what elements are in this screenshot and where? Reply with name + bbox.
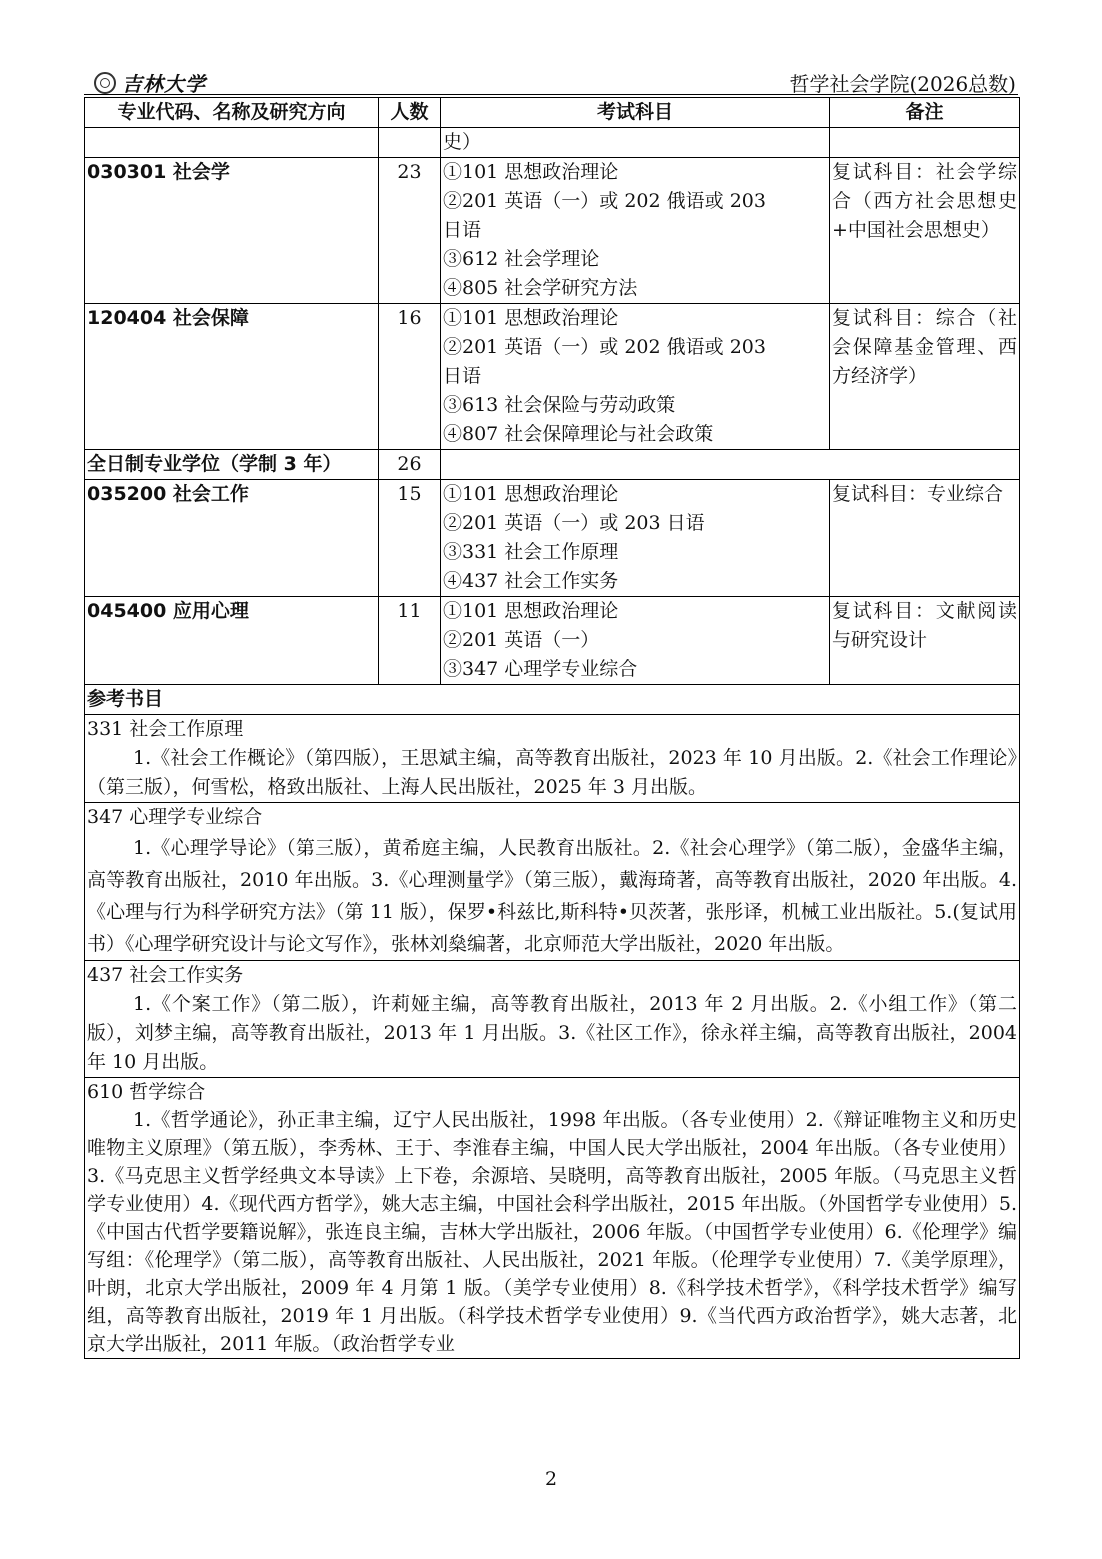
subject-item: ②201 英语（一） — [443, 629, 600, 651]
exam-subjects — [441, 304, 830, 450]
section-count: 26 — [379, 450, 441, 480]
reference-title: 437 社会工作实务 — [87, 964, 244, 986]
subject-item: ③612 社会学理论 — [443, 248, 600, 270]
university-seal-icon — [94, 72, 116, 94]
subject-item: ④437 社会工作实务 — [443, 570, 619, 592]
subject-item: ③331 社会工作原理 — [443, 541, 619, 563]
references-header-row — [85, 685, 1020, 715]
continuation-text: 史） — [441, 128, 830, 158]
note: 复试科目：综合（社会保障基金管理、西方经济学） — [830, 304, 1020, 450]
major-name: 030301 社会学 — [85, 158, 379, 304]
table-row — [85, 158, 1020, 304]
university-logo — [94, 68, 206, 97]
subject-item: ②201 英语（一）或 202 俄语或 203 — [443, 336, 766, 358]
subject-item: ④805 社会学研究方法 — [443, 277, 638, 299]
section-row — [85, 450, 1020, 480]
table-header-row — [85, 98, 1020, 128]
admissions-table — [84, 97, 1020, 1359]
reference-body: 1.《社会工作概论》（第四版），王思斌主编，高等教育出版社，2023 年 10 月出版。2.《社会工作理论》（第三版），何雪松，格致出版社、上海人民出版社，2025 年 3 月出版。 — [87, 747, 1017, 798]
table-row — [85, 480, 1020, 597]
subject-item: ①101 思想政治理论 — [443, 307, 619, 329]
header-rule — [84, 94, 1018, 95]
header-count: 人数 — [379, 98, 441, 128]
major-name: 120404 社会保障 — [85, 304, 379, 450]
header-notes: 备注 — [830, 98, 1020, 128]
header-subjects: 考试科目 — [441, 98, 830, 128]
exam-subjects — [441, 597, 830, 685]
reference-body: 1.《心理学导论》（第三版），黄希庭主编，人民教育出版社。2.《社会心理学》（第二版），金盛华主编，高等教育出版社，2010 年出版。3.《心理测量学》（第三版），戴海琦著，高等教育出版社，2020 年出版。4.《心理与行为科学研究方法》（第 11 版），保罗•科兹比,斯科特•贝茨著，张彤译，机械工业出版社。5.(复试用书）《心理学研究设计与论文写作》，张林刘燊编著，北京师范大学出版社，2020 年出版。 — [87, 837, 1017, 955]
page-header — [84, 66, 1018, 96]
subject-item: ②201 英语（一）或 203 日语 — [443, 512, 705, 534]
reference-row — [85, 715, 1020, 803]
references-title: 参考书目 — [85, 685, 1020, 715]
major-name: 035200 社会工作 — [85, 480, 379, 597]
subject-item: ①101 思想政治理论 — [443, 161, 619, 183]
reference-body: 1.《哲学通论》，孙正聿主编，辽宁人民出版社，1998 年出版。（各专业使用）2.《辩证唯物主义和历史唯物主义原理》（第五版），李秀林、王于、李淮春主编，中国人民大学出版社，2004 年出版。（各专业使用）3.《马克思主义哲学经典文本导读》上下卷，余源培、吴晓明，高等教育出版社，2005 年版。（马克思主义哲学专业使用）4.《现代西方哲学》，姚大志主编，中国社会科学出版社，2015 年出版。（外国哲学专业使用）5.《中国古代哲学要籍说解》，张连良主编，吉林大学出版社，2006 年版。（中国哲学专业使用）6.《伦理学》编写组：《伦理学》（第二版），高等教育出版社、人民出版社，2021 年版。（伦理学专业使用）7.《美学原理》，叶朗，北京大学出版社，2009 年 4 月第 1 版。（美学专业使用）8.《科学技术哲学》，《科学技术哲学》编写组，高等教育出版社，2019 年 1 月出版。（科学技术哲学专业使用）9.《当代西方政治哲学》，姚大志著，北京大学出版社，2011 年版。（政治哲学专业 — [87, 1109, 1017, 1355]
reference-row — [85, 1078, 1020, 1359]
major-name: 045400 应用心理 — [85, 597, 379, 685]
page-number: 2 — [544, 1468, 558, 1490]
subject-item: ④807 社会保障理论与社会政策 — [443, 423, 714, 445]
header-major: 专业代码、名称及研究方向 — [85, 98, 379, 128]
subject-item: ①101 思想政治理论 — [443, 483, 619, 505]
subject-item: ①101 思想政治理论 — [443, 600, 619, 622]
note: 复试科目：文献阅读与研究设计 — [830, 597, 1020, 685]
table-row — [85, 597, 1020, 685]
table-row — [85, 128, 1020, 158]
reference-row — [85, 803, 1020, 961]
enrollment-count: 16 — [379, 304, 441, 450]
note: 复试科目：专业综合 — [830, 480, 1020, 597]
subject-item: ③613 社会保险与劳动政策 — [443, 394, 676, 416]
logo-text: 吉林大学 — [122, 72, 206, 96]
enrollment-count: 11 — [379, 597, 441, 685]
note: 复试科目：社会学综合（西方社会思想史+中国社会思想史） — [830, 158, 1020, 304]
subject-item: 日语 — [443, 365, 482, 387]
reference-title: 610 哲学综合 — [87, 1081, 206, 1103]
reference-title: 347 心理学专业综合 — [87, 806, 263, 828]
enrollment-count: 15 — [379, 480, 441, 597]
subject-item: 日语 — [443, 219, 482, 241]
exam-subjects — [441, 480, 830, 597]
subject-item: ②201 英语（一）或 202 俄语或 203 — [443, 190, 766, 212]
reference-body: 1.《个案工作》（第二版），许莉娅主编，高等教育出版社，2013 年 2 月出版。2.《小组工作》（第二版），刘梦主编，高等教育出版社，2013 年 1 月出版。3.《社区工作》，徐永祥主编，高等教育出版社，2004 年 10 月出版。 — [87, 993, 1017, 1073]
reference-row — [85, 961, 1020, 1078]
header-department: 哲学社会学院(2026总数) — [789, 72, 1016, 96]
table-row — [85, 304, 1020, 450]
reference-title: 331 社会工作原理 — [87, 718, 244, 740]
exam-subjects — [441, 158, 830, 304]
section-label: 全日制专业学位（学制 3 年） — [85, 450, 379, 480]
subject-item: ③347 心理学专业综合 — [443, 658, 638, 680]
enrollment-count: 23 — [379, 158, 441, 304]
